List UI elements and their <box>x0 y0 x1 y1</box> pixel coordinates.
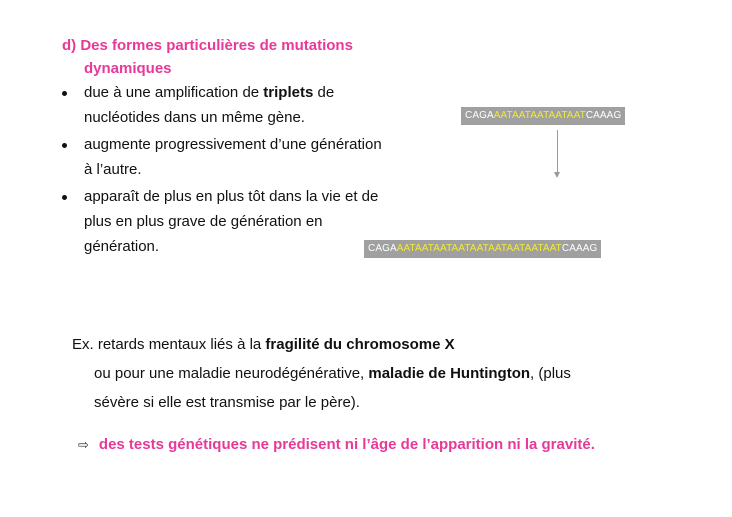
bullet-text: à l’autre. <box>84 161 142 178</box>
bullet-dot-icon <box>62 143 67 148</box>
sequence-repeat: AATAATAATAATAAT <box>493 110 586 121</box>
bullet-bold: triplets <box>263 84 314 101</box>
arrow-head-icon <box>554 172 560 178</box>
sequence-prefix: CAGA <box>368 243 397 254</box>
conclusion-line <box>78 434 595 456</box>
sequence-repeat: AATAATAATAATAATAATAATAATAAT <box>396 243 562 254</box>
heading-line-2: dynamiques <box>84 60 172 77</box>
heading-line-1: d) Des formes particulières de mutations <box>62 37 353 54</box>
bullet-item <box>62 80 422 130</box>
bullet-text: de <box>313 84 335 101</box>
example-text: ou pour une maladie neurodégénérative, <box>94 365 369 382</box>
bullet-text: génération. <box>84 238 160 255</box>
example-text: , (plus <box>530 365 571 382</box>
bullet-text: apparaît de plus en plus tôt dans la vie et de <box>84 188 379 205</box>
example-paragraph <box>72 330 672 417</box>
example-text: sévère si elle est transmise par le père). <box>94 394 360 411</box>
example-bold: maladie de Huntington <box>368 365 531 382</box>
bullet-text: due à une amplification de <box>84 84 264 101</box>
sequence-prefix: CAGA <box>465 110 494 121</box>
bullet-dot-icon <box>62 195 67 200</box>
example-line-3 <box>72 388 672 417</box>
sequence-expanded <box>364 240 601 258</box>
sequence-suffix: CAAAG <box>585 110 622 121</box>
conclusion-text: des tests génétiques ne prédisent ni l’âge de l’apparition ni la gravité. <box>98 436 595 453</box>
example-text: Ex. retards mentaux liés à la <box>72 336 266 353</box>
sequence-suffix: CAAAG <box>561 243 598 254</box>
bullet-dot-icon <box>62 91 67 96</box>
example-line-2 <box>72 359 672 388</box>
down-arrow-icon <box>557 130 558 174</box>
section-heading <box>62 34 353 80</box>
example-line-1 <box>72 330 672 359</box>
bullet-text: plus en plus grave de génération en <box>84 213 323 230</box>
sequence-normal <box>461 107 625 125</box>
arrow-right-outline-icon: ⇨ <box>78 437 89 452</box>
bullet-text: nucléotides dans un même gène. <box>84 109 305 126</box>
bullet-item <box>62 132 422 182</box>
bullet-text: augmente progressivement d’une génération <box>84 136 382 153</box>
bullet-list <box>62 80 422 261</box>
example-bold: fragilité du chromosome X <box>265 336 455 353</box>
